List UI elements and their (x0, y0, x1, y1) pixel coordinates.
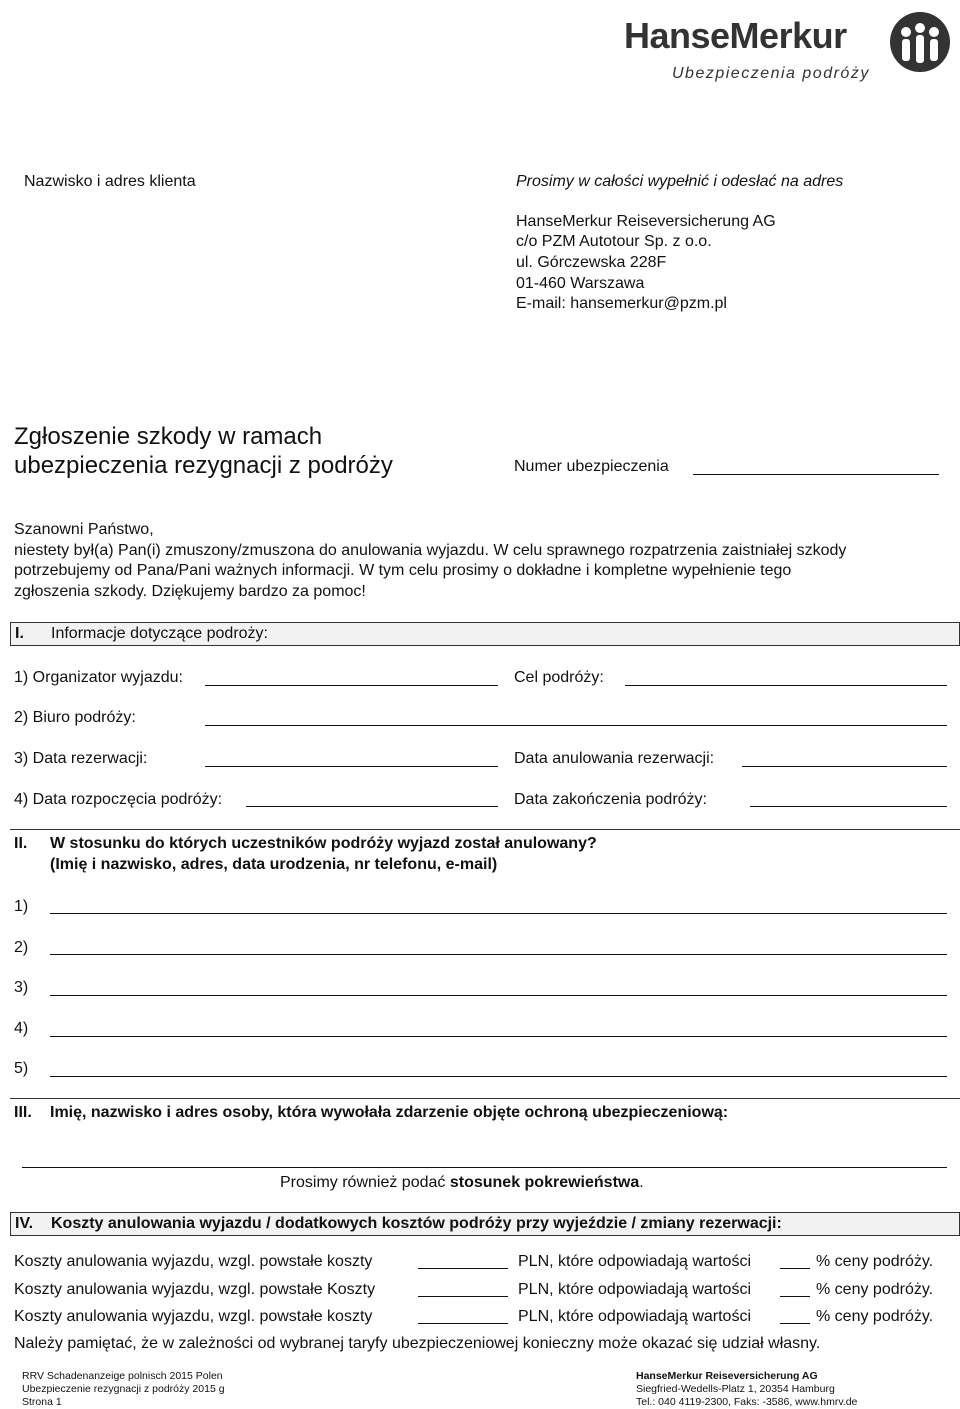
form-title-line2: ubezpieczenia rezygnacji z podróży (14, 452, 393, 479)
participant-field[interactable] (50, 1036, 947, 1037)
footer-left-line: RRV Schadenanzeige polnisch 2015 Polen (22, 1370, 223, 1382)
address-email: E-mail: hansemerkur@pzm.pl (516, 295, 727, 312)
participant-field[interactable] (50, 913, 947, 914)
booking-date-label: 3) Data rezerwacji: (14, 750, 148, 767)
cost-currency-text: PLN, które odpowiadają wartości (518, 1281, 752, 1298)
participant-number: 3) (14, 979, 29, 996)
logo-brand: HanseMerkur (624, 15, 847, 56)
footer-address: Siegfried-Wedells-Platz 1, 20354 Hamburg (636, 1383, 835, 1395)
cost-percent-field[interactable] (780, 1323, 810, 1324)
cost-percent-text: % ceny podróży. (816, 1281, 934, 1298)
section-title: Koszty anulowania wyjazdu / dodatkowych kosztów podróży przy wyjeździe / zmiany rezerwacji: (51, 1215, 782, 1232)
greeting: Szanowni Państwo, (14, 521, 154, 538)
company-logo (620, 8, 955, 86)
address-line: 01-460 Warszawa (516, 275, 645, 292)
section-1-header (10, 622, 960, 646)
section-number: I. (15, 625, 24, 642)
cost-amount-field[interactable] (418, 1323, 508, 1324)
intro-text: niestety był(a) Pan(i) zmuszony/zmuszona do anulowania wyjazdu. W celu sprawnego rozpatrzenia zaistniałej szkody (14, 542, 847, 559)
deductible-note: Należy pamiętać, że w zależności od wybranej taryfy ubezpieczeniowej konieczny może okazać się udział własny. (14, 1335, 821, 1352)
participant-number: 1) (14, 898, 29, 915)
cost-currency-text: PLN, które odpowiadają wartości (518, 1308, 752, 1325)
footer-contact: Tel.: 040 4119-2300, Faks: -3586, www.hmrv.de (636, 1396, 858, 1408)
section-number: III. (14, 1104, 32, 1121)
purpose-field[interactable] (625, 685, 947, 686)
booking-date-field[interactable] (205, 766, 498, 767)
cost-currency-text: PLN, które odpowiadają wartości (518, 1253, 752, 1270)
participant-number: 2) (14, 939, 29, 956)
cancel-date-field[interactable] (742, 766, 947, 767)
section-subtitle: (Imię i nazwisko, adres, data urodzenia, nr telefonu, e-mail) (50, 856, 498, 873)
footer-page-number: Strona 1 (22, 1396, 62, 1408)
participant-field[interactable] (50, 995, 947, 996)
section-3-header (10, 1098, 960, 1124)
start-date-field[interactable] (246, 806, 498, 807)
end-date-label: Data zakończenia podróży: (514, 791, 707, 808)
cost-percent-text: % ceny podróży. (816, 1308, 934, 1325)
relationship-emphasis: stosunek pokrewieństwa (449, 1174, 640, 1191)
section-title: W stosunku do których uczestników podróży wyjazd został anulowany? (50, 835, 597, 852)
start-date-label: 4) Data rozpoczęcia podróży: (14, 791, 223, 808)
section-title: Imię, nazwisko i adres osoby, która wywołała zdarzenie objęte ochroną ubezpieczeniową: (50, 1104, 729, 1121)
intro-text: potrzebujemy od Pana/Pani ważnych informacji. W tym celu prosimy o dokładne i kompletne wypełnienie tego (14, 562, 792, 579)
cost-percent-field[interactable] (780, 1268, 810, 1269)
cost-amount-field[interactable] (418, 1268, 508, 1269)
participant-number: 5) (14, 1060, 29, 1077)
organizer-label: 1) Organizator wyjazdu: (14, 669, 183, 686)
cost-row-label: Koszty anulowania wyjazdu, wzgl. powstałe koszty (14, 1253, 373, 1270)
relationship-note: Prosimy również podać stosunek pokrewieństwa. (280, 1174, 644, 1191)
agency-label: 2) Biuro podróży: (14, 709, 136, 726)
address-line: HanseMerkur Reiseversicherung AG (516, 213, 776, 230)
cost-row-label: Koszty anulowania wyjazdu, wzgl. powstałe koszty (14, 1308, 373, 1325)
cost-amount-field[interactable] (418, 1296, 508, 1297)
organizer-field[interactable] (205, 685, 498, 686)
address-line: c/o PZM Autotour Sp. z o.o. (516, 233, 712, 250)
intro-text: zgłoszenia szkody. Dziękujemy bardzo za pomoc! (14, 583, 366, 600)
policy-number-label: Numer ubezpieczenia (514, 458, 669, 475)
purpose-label: Cel podróży: (514, 669, 604, 686)
responsible-person-field[interactable] (22, 1167, 947, 1168)
policy-number-field[interactable] (693, 474, 939, 475)
section-2-header (10, 829, 960, 875)
section-title: Informacje dotyczące podroży: (51, 625, 268, 642)
cost-row-label: Koszty anulowania wyjazdu, wzgl. powstałe Koszty (14, 1281, 376, 1298)
participant-field[interactable] (50, 954, 947, 955)
agency-field[interactable] (205, 725, 947, 726)
send-to-intro: Prosimy w całości wypełnić i odesłać na adres (516, 173, 844, 190)
section-4-header (10, 1212, 960, 1236)
footer-left-line: Ubezpieczenie rezygnacji z podróży 2015 g (22, 1383, 225, 1395)
cost-percent-field[interactable] (780, 1296, 810, 1297)
participant-number: 4) (14, 1020, 29, 1037)
footer-company: HanseMerkur Reiseversicherung AG (636, 1370, 818, 1382)
form-title-line1: Zgłoszenie szkody w ramach (14, 423, 323, 450)
section-number: II. (14, 835, 28, 852)
address-line: ul. Górczewska 228F (516, 254, 667, 271)
section-number: IV. (15, 1215, 34, 1232)
cancel-date-label: Data anulowania rezerwacji: (514, 750, 715, 767)
participant-field[interactable] (50, 1076, 947, 1077)
people-logo-icon (886, 8, 954, 78)
logo-tagline: Ubezpieczenia podróży (672, 65, 870, 82)
cost-percent-text: % ceny podróży. (816, 1253, 934, 1270)
end-date-field[interactable] (750, 806, 947, 807)
client-name-label: Nazwisko i adres klienta (24, 173, 196, 190)
